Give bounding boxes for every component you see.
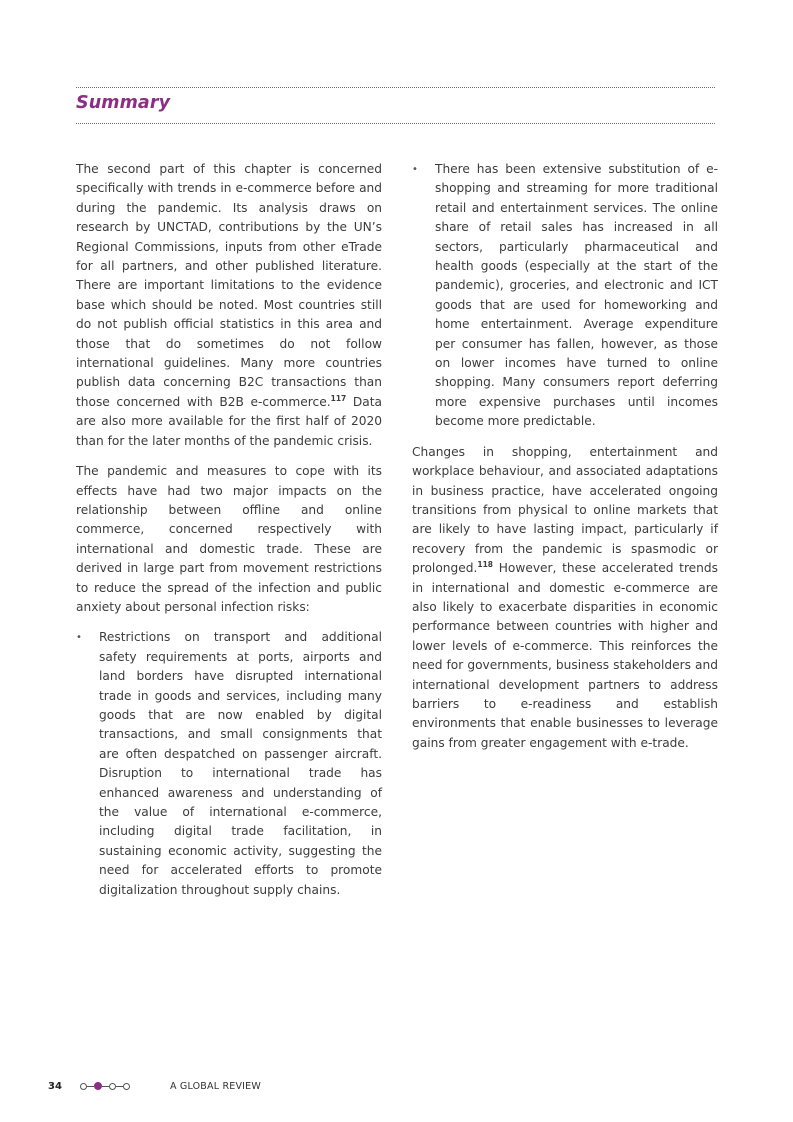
footnote-ref-117[interactable]: 117 xyxy=(330,393,347,403)
bullet-icon: • xyxy=(412,164,418,175)
intro-paragraph xyxy=(76,160,382,451)
section-progress-dots xyxy=(80,1082,130,1090)
page-footer xyxy=(48,1078,261,1094)
conclusion-text-end: However, these accelerated trends in international and domestic e-commerce are also likely to exacerbate disparities in economic performance between countries with higher and lower levels of e-commerce. This reinforces the need for governments, business stakeholders and international development partners to address barriers to e-readiness and establish environments that enable businesses to leverage gains from greater engagement with e-trade. xyxy=(412,561,718,750)
section-title: Summary xyxy=(76,93,171,113)
right-column xyxy=(412,160,718,753)
progress-dot-icon xyxy=(123,1083,130,1090)
list-item xyxy=(412,160,718,432)
progress-connector xyxy=(102,1086,109,1087)
progress-dot-icon xyxy=(109,1083,116,1090)
impact-list-continued xyxy=(412,160,718,432)
impact-list xyxy=(76,628,382,900)
header-rule-bottom xyxy=(76,123,715,124)
bullet-text-substitution: There has been extensive substitution of e-shopping and streaming for more traditional retail and entertainment services. The online share of retail sales has increased in all sectors, particularly pharmaceutical and health goods (especially at the start of the pandemic), groceries, and electronic and ICT goods that are used for homeworking and home entertainment. Average expenditure per consumer has fallen, however, as those on lower incomes have turned to online shopping. Many consumers report deferring more expensive purchases until incomes become more predictable. xyxy=(435,162,718,429)
bullet-icon: • xyxy=(76,632,82,644)
conclusion-text-start: Changes in shopping, entertainment and workplace behaviour, and associated adaptations in business practice, have accelerated ongoing transitions from physical to online markets that are likely to have lasting impact, particularly if recovery from the pandemic is spasmodic or prolonged. xyxy=(412,444,718,576)
conclusion-paragraph xyxy=(412,443,718,754)
impacts-paragraph: The pandemic and measures to cope with its effects have had two major impacts on the relationship between offline and online commerce, concerned respectively with international and domestic trade. These are derived in large part from movement restrictions to reduce the spread of the infection and public anxiety about personal infection risks: xyxy=(76,464,382,614)
footnote-ref-118[interactable]: 118 xyxy=(477,560,494,570)
left-column xyxy=(76,160,382,900)
intro-text-end: Data are also more available for the first half of 2020 than for the later months of the pandemic crisis. xyxy=(76,394,382,448)
progress-connector xyxy=(116,1086,123,1087)
list-item xyxy=(76,628,382,900)
header-rule-top xyxy=(76,87,715,88)
footer-label: A GLOBAL REVIEW xyxy=(170,1080,261,1092)
progress-dot-active-icon xyxy=(94,1082,102,1090)
bullet-text-transport: Restrictions on transport and additional safety requirements at ports, airports and land borders have disrupted international trade in goods and services, including many goods that are now enabled by digital transactions, and small consignments that are often despatched on passenger aircraft. Disruption to international trade has enhanced awareness and understanding of the value of international e-commerce, including digital trade facilitation, in sustaining economic activity, suggesting the need for accelerated efforts to promote digitalization throughout supply chains. xyxy=(99,630,382,897)
progress-connector xyxy=(87,1086,94,1087)
intro-text-start: The second part of this chapter is concerned specifically with trends in e-commerce before and during the pandemic. Its analysis draws on research by UNCTAD, contributions by the UN’s Regional Commissions, inputs from other eTrade for all partners, and other published literature. There are important limitations to the evidence base which should be noted. Most countries still do not publish official statistics in this area and those that do sometimes do not follow international guidelines. Many more countries publish data concerning B2C transactions than those concerned with B2B e-commerce. xyxy=(76,162,382,409)
progress-dot-icon xyxy=(80,1083,87,1090)
page-number: 34 xyxy=(48,1080,62,1092)
